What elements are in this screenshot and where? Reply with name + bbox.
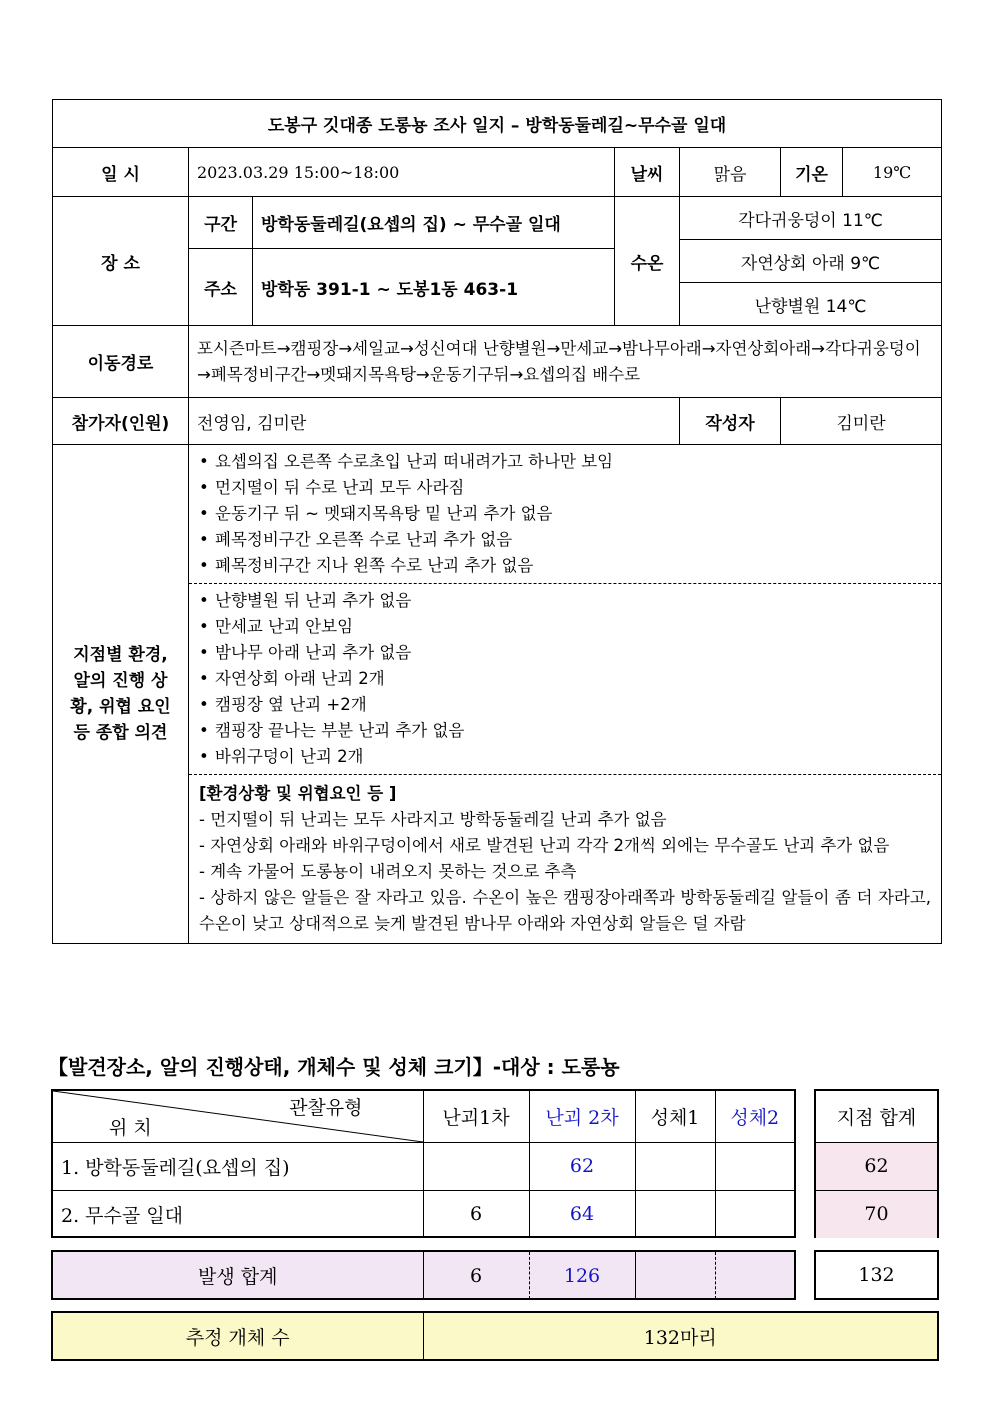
participants-label: 참가자(인원) — [53, 398, 189, 445]
col-header: 난괴1차 — [423, 1091, 529, 1142]
water-temp-item: 난향별원 14℃ — [754, 296, 867, 317]
survey-journal-table — [52, 99, 942, 944]
estimate-box — [51, 1311, 939, 1361]
cell — [635, 1142, 715, 1190]
site-total: 70 — [816, 1190, 937, 1238]
list-item: • 운동기구 뒤 ~ 멧돼지목욕탕 밑 난괴 추가 없음 — [199, 501, 941, 527]
list-item: • 만세교 난괴 안보임 — [199, 614, 941, 640]
route-value: 포시즌마트→캠핑장→세일교→성신여대 난향별원→만세교→밤나무아래→자연상회아래→각다귀웅덩이→폐목정비구간→멧돼지목욕탕→운동기구뒤→요셉의집 배수로 — [189, 326, 942, 398]
author-label: 작성자 — [680, 398, 781, 445]
sum-value: 6 — [423, 1252, 529, 1299]
water-temps-cell — [680, 197, 942, 326]
list-item: • 난향별원 뒤 난괴 추가 없음 — [199, 588, 941, 614]
sum-value: 126 — [529, 1252, 635, 1299]
row-name: 2. 무수골 일대 — [53, 1190, 423, 1238]
cell — [715, 1190, 794, 1238]
total-header: 지점 합계 — [816, 1091, 937, 1142]
env-note: - 상하지 않은 알들은 잘 자라고 있음. 수온이 높은 캠핑장아래쪽과 방학동둘레길 알들이 좀 더 자라고, 수온이 낮고 상대적으로 늦게 발견된 밤나무 아래와 자연상회 알들은 덜 자람 — [199, 888, 932, 933]
weather-label: 날씨 — [615, 148, 680, 197]
header-location: 위 치 — [109, 1116, 152, 1139]
cell: 6 — [423, 1190, 529, 1238]
col-header: 성체1 — [635, 1091, 715, 1142]
list-item: • 바위구덩이 난괴 2개 — [199, 744, 941, 770]
sum-value — [635, 1252, 715, 1299]
cell: 62 — [529, 1142, 635, 1190]
env-heading: [환경상황 및 위협요인 등 ] — [199, 784, 397, 803]
cell — [715, 1142, 794, 1190]
author-value: 김미란 — [781, 398, 942, 445]
temp-label: 기온 — [781, 148, 843, 197]
date-value: 2023.03.29 15:00~18:00 — [189, 148, 615, 197]
estimate-table — [53, 1313, 937, 1360]
sum-label: 발생 합계 — [53, 1252, 423, 1299]
temp-value: 19℃ — [843, 148, 942, 197]
summary-section-title: 【발견장소, 알의 진행상태, 개체수 및 성체 크기】-대상 : 도롱뇽 — [48, 1055, 620, 1079]
journal-title: 도봉구 깃대종 도롱뇽 조사 일지 – 방학동둘레길~무수골 일대 — [53, 100, 942, 148]
list-item: • 요셉의집 오른쪽 수로초입 난괴 떠내려가고 하나만 보임 — [199, 449, 941, 475]
opinion-cell — [189, 445, 942, 944]
opinion-label: 지점별 환경, 알의 진행 상황, 위협 요인 등 종합 의견 — [53, 445, 189, 944]
list-item: • 자연상회 아래 난괴 2개 — [199, 666, 941, 692]
water-temp-label: 수온 — [615, 197, 680, 326]
date-label: 일 시 — [53, 148, 189, 197]
list-item: • 폐목정비구간 오른쪽 수로 난괴 추가 없음 — [199, 527, 941, 553]
col-header: 난괴 2차 — [529, 1091, 635, 1142]
env-note: - 자연상회 아래와 바위구덩이에서 새로 발견된 난괴 각각 2개씩 외에는 무수골도 난괴 추가 없음 — [199, 836, 890, 855]
site-totals-box — [814, 1089, 939, 1238]
header-type: 관찰유형 — [289, 1097, 363, 1119]
list-item: • 먼지떨이 뒤 수로 난괴 모두 사라짐 — [199, 475, 941, 501]
sum-value — [715, 1252, 794, 1299]
section-label: 구간 — [189, 197, 253, 249]
observation-list-b — [189, 584, 941, 774]
address-label: 주소 — [189, 249, 253, 326]
list-item: • 캠핑장 끝나는 부분 난괴 추가 없음 — [199, 718, 941, 744]
cell: 64 — [529, 1190, 635, 1238]
site-totals-table — [816, 1091, 937, 1238]
diagonal-header — [53, 1091, 423, 1142]
list-item: • 폐목정비구간 지나 왼쪽 수로 난괴 추가 없음 — [199, 553, 941, 579]
counts-table-box — [51, 1089, 796, 1238]
address-value: 방학동 391-1 ~ 도봉1동 463-1 — [253, 249, 615, 326]
list-item: • 캠핑장 옆 난괴 +2개 — [199, 692, 941, 718]
environment-notes — [189, 775, 941, 943]
env-note: - 먼지떨이 뒤 난괴는 모두 사라지고 방학동둘레길 난괴 추가 없음 — [199, 810, 667, 829]
col-header: 성체2 — [715, 1091, 794, 1142]
observation-list-a — [189, 445, 941, 583]
participants-value: 전영임, 김미란 — [189, 398, 680, 445]
sum-row-box — [51, 1250, 796, 1300]
list-item: • 밤나무 아래 난괴 추가 없음 — [199, 640, 941, 666]
water-temp-item: 각다귀웅덩이 11℃ — [680, 197, 941, 240]
site-total: 62 — [816, 1142, 937, 1190]
env-note: - 계속 가물어 도롱뇽이 내려오지 못하는 것으로 추측 — [199, 862, 577, 881]
section-value: 방학동둘레길(요셉의 집) ~ 무수골 일대 — [253, 197, 615, 249]
water-temp-item: 자연상회 아래 9℃ — [680, 240, 941, 283]
counts-table — [53, 1091, 794, 1238]
weather-value: 맑음 — [680, 148, 781, 197]
sum-total-box — [814, 1250, 939, 1300]
sum-total: 132 — [858, 1264, 895, 1286]
estimate-value: 132마리 — [643, 1327, 717, 1349]
place-label: 장 소 — [53, 197, 189, 326]
estimate-label: 추정 개체 수 — [53, 1313, 423, 1360]
row-name: 1. 방학동둘레길(요셉의 집) — [53, 1142, 423, 1190]
cell — [635, 1190, 715, 1238]
sum-row-table — [53, 1252, 794, 1299]
cell — [423, 1142, 529, 1190]
route-label: 이동경로 — [53, 326, 189, 398]
water-temps-list — [680, 197, 941, 325]
